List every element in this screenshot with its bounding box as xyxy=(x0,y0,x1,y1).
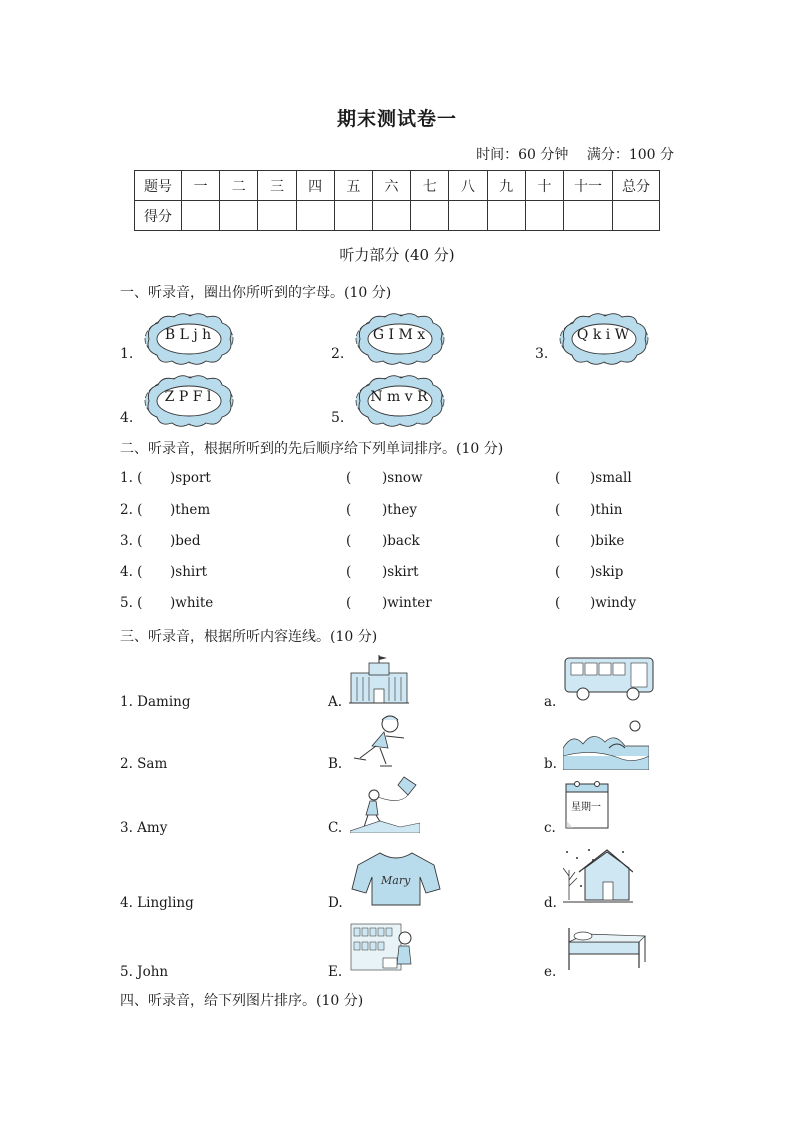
exam-meta xyxy=(462,144,674,164)
full-score: 满分：100 分 xyxy=(586,147,674,163)
word-option: )white xyxy=(170,595,214,611)
score-cell[interactable] xyxy=(449,201,487,231)
header-cell: 总分 xyxy=(613,171,660,201)
score-cell[interactable] xyxy=(296,201,334,231)
score-table xyxy=(134,170,660,231)
score-cell[interactable] xyxy=(411,201,449,231)
row-number: 4. ( xyxy=(120,564,143,580)
calendar-text: 星期一 xyxy=(571,802,601,813)
header-cell: 十 xyxy=(525,171,563,201)
pic-label: b. xyxy=(544,756,557,772)
row-number: 2. ( xyxy=(120,502,143,518)
bed-icon[interactable] xyxy=(563,922,649,974)
letter-flower[interactable] xyxy=(354,311,444,363)
pic-label: d. xyxy=(544,895,557,911)
pic-label: A. xyxy=(328,694,343,710)
score-table-header xyxy=(135,171,660,201)
score-cell[interactable] xyxy=(334,201,372,231)
q1-item-number: 4. xyxy=(120,410,134,426)
time-limit: 时间：60 分钟 xyxy=(476,147,569,163)
header-cell: 一 xyxy=(182,171,220,201)
pic-label: e. xyxy=(544,964,557,980)
letter-flower[interactable] xyxy=(354,373,444,425)
match-name: 2. Sam xyxy=(120,756,168,772)
answer-paren[interactable]: ( xyxy=(555,533,561,549)
kite-boy-icon[interactable] xyxy=(350,775,420,833)
page-title: 期末测试卷一 xyxy=(336,108,457,130)
letter-group: Z P F l xyxy=(164,389,212,405)
q1-item-number: 3. xyxy=(535,346,549,362)
sweater-icon[interactable] xyxy=(350,849,442,907)
answer-paren[interactable]: ( xyxy=(555,502,561,518)
letter-group: B L j h xyxy=(164,327,212,343)
word-option: )them xyxy=(170,502,211,518)
word-option: )windy xyxy=(590,595,637,611)
letter-flower[interactable] xyxy=(143,311,233,363)
letter-flower[interactable] xyxy=(143,373,233,425)
letter-flower[interactable] xyxy=(558,311,648,363)
snow-house-icon[interactable] xyxy=(563,846,633,908)
pic-label: C. xyxy=(328,820,343,836)
school-building-icon[interactable] xyxy=(349,655,409,707)
header-cell: 四 xyxy=(296,171,334,201)
header-cell: 十一 xyxy=(564,171,613,201)
header-cell: 二 xyxy=(220,171,258,201)
score-cell[interactable] xyxy=(258,201,296,231)
match-name: 4. Lingling xyxy=(120,895,194,911)
q2-heading: 二、听录音，根据所听到的先后顺序给下列单词排序。(10 分) xyxy=(120,441,504,457)
word-option: )winter xyxy=(382,595,432,611)
row-number: 1. ( xyxy=(120,470,143,486)
header-cell: 九 xyxy=(487,171,525,201)
answer-paren[interactable]: ( xyxy=(346,533,352,549)
pic-label: c. xyxy=(544,820,556,836)
answer-paren[interactable]: ( xyxy=(346,564,352,580)
score-cell[interactable] xyxy=(525,201,563,231)
score-cell[interactable] xyxy=(613,201,660,231)
match-name: 5. John xyxy=(120,964,169,980)
letter-group: G I M x xyxy=(372,327,426,343)
row-label: 得分 xyxy=(135,201,182,231)
sweater-text: Mary xyxy=(381,874,411,887)
score-cell[interactable] xyxy=(564,201,613,231)
pic-label: D. xyxy=(328,895,343,911)
word-option: )bed xyxy=(170,533,201,549)
word-option: )back xyxy=(382,533,420,549)
header-cell: 六 xyxy=(372,171,410,201)
letter-group: N m v R xyxy=(370,389,428,405)
listening-section-title: 听力部分 (40 分) xyxy=(339,246,455,264)
pic-label: E. xyxy=(328,964,343,980)
calendar-icon[interactable] xyxy=(563,778,613,832)
header-cell: 题号 xyxy=(135,171,182,201)
score-table-row xyxy=(135,201,660,231)
pic-label: a. xyxy=(544,694,557,710)
header-cell: 五 xyxy=(334,171,372,201)
score-cell[interactable] xyxy=(220,201,258,231)
match-name: 3. Amy xyxy=(120,820,168,836)
answer-paren[interactable]: ( xyxy=(555,470,561,486)
q4-heading: 四、听录音，给下列图片排序。(10 分) xyxy=(120,993,364,1009)
letter-group: Q k i W xyxy=(576,327,630,343)
q1-item-number: 5. xyxy=(331,410,345,426)
market-girl-icon[interactable] xyxy=(349,920,417,976)
header-cell: 七 xyxy=(411,171,449,201)
word-option: )shirt xyxy=(170,564,208,580)
pic-label: B. xyxy=(328,756,343,772)
bus-icon[interactable] xyxy=(563,654,657,702)
word-option: )small xyxy=(590,470,632,486)
score-cell[interactable] xyxy=(487,201,525,231)
word-option: )bike xyxy=(590,533,625,549)
header-cell: 八 xyxy=(449,171,487,201)
answer-paren[interactable]: ( xyxy=(555,595,561,611)
word-option: )thin xyxy=(590,502,623,518)
answer-paren[interactable]: ( xyxy=(346,470,352,486)
q1-heading: 一、听录音，圈出你所听到的字母。(10 分) xyxy=(120,285,392,301)
answer-paren[interactable]: ( xyxy=(346,595,352,611)
word-option: )skip xyxy=(590,564,624,580)
q3-heading: 三、听录音，根据所听内容连线。(10 分) xyxy=(120,629,378,645)
q1-item-number: 2. xyxy=(331,346,345,362)
answer-paren[interactable]: ( xyxy=(346,502,352,518)
word-option: )snow xyxy=(382,470,423,486)
skating-girl-icon[interactable] xyxy=(350,712,408,770)
word-option: )sport xyxy=(170,470,211,486)
q1-item-number: 1. xyxy=(120,346,134,362)
snowy-landscape-icon[interactable] xyxy=(563,718,649,770)
score-cell[interactable] xyxy=(182,201,220,231)
match-name: 1. Daming xyxy=(120,694,191,710)
row-number: 5. ( xyxy=(120,595,143,611)
header-cell: 三 xyxy=(258,171,296,201)
word-option: )skirt xyxy=(382,564,419,580)
word-option: )they xyxy=(382,502,418,518)
row-number: 3. ( xyxy=(120,533,143,549)
score-cell[interactable] xyxy=(372,201,410,231)
answer-paren[interactable]: ( xyxy=(555,564,561,580)
